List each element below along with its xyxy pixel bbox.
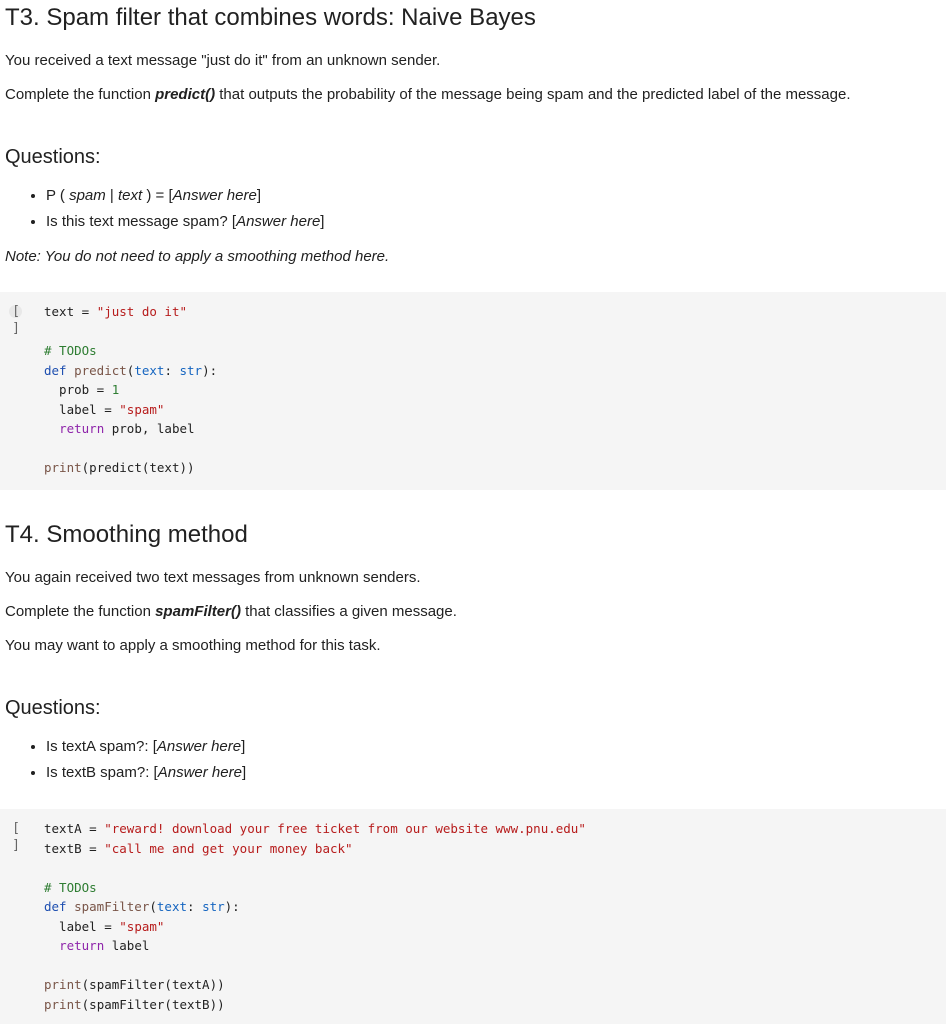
spamfilter-function-name: spamFilter() <box>155 603 241 620</box>
t4-paragraph-2: Complete the function spamFilter() that classifies a given message. <box>5 603 457 620</box>
t3-questions-heading: Questions: <box>5 146 101 168</box>
t3-note: Note: You do not need to apply a smoothing method here. <box>5 248 390 265</box>
t3-title: T3. Spam filter that combines words: Naive Bayes <box>5 4 536 31</box>
code-cell-predict[interactable] <box>0 292 946 490</box>
t3-paragraph-1: You received a text message "just do it" from an unknown sender. <box>5 52 441 69</box>
code-editor[interactable]: textA = "reward! download your free ticket from our website www.pnu.edu" textB = "call me and get your money back" # TODOs def spamFilter(text: str): label = "spam" return label print(spamFilter(textA)) print(spamFilter(textB)) <box>44 821 586 1012</box>
code-cell-spamfilter[interactable] <box>0 809 946 1024</box>
t4-questions-heading: Questions: <box>5 697 101 719</box>
t4-question-2: • Is textB spam?: [Answer here] <box>46 760 246 786</box>
code-editor[interactable]: text = "just do it" # TODOs def predict(text: str): prob = 1 label = "spam" return prob, label print(predict(text)) <box>44 304 218 475</box>
t4-question-1: • Is textA spam?: [Answer here] <box>46 734 246 760</box>
t3-questions-list <box>26 183 324 235</box>
t4-title: T4. Smoothing method <box>5 521 248 548</box>
t3-question-2: • Is this text message spam? [Answer here] <box>46 209 324 235</box>
t4-questions-list <box>26 734 246 786</box>
run-cell-button[interactable]: [ ] <box>12 821 20 853</box>
predict-function-name: predict() <box>155 86 216 103</box>
t3-question-1: • P ( spam | text ) = [Answer here] <box>46 183 324 209</box>
t4-paragraph-1: You again received two text messages from unknown senders. <box>5 569 421 586</box>
t3-paragraph-2: Complete the function predict() that outputs the probability of the message being spam and the predicted label of the message. <box>5 86 851 103</box>
t4-paragraph-3: You may want to apply a smoothing method for this task. <box>5 637 381 654</box>
run-cell-button[interactable]: [ ] <box>7 303 25 320</box>
